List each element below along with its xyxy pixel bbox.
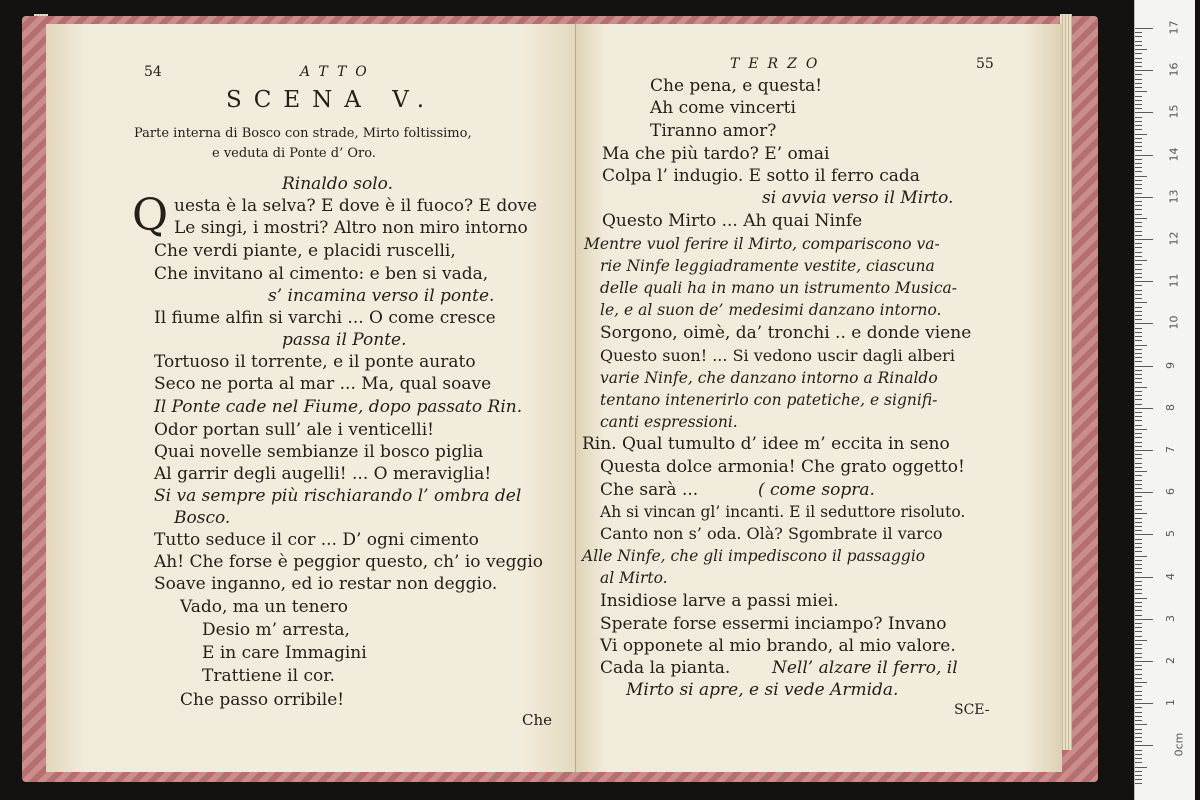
ruler-label: 3 [1164, 614, 1177, 622]
ruler-tick [1135, 235, 1142, 236]
stage-direction: Nell’ alzare il ferro, il [772, 658, 958, 678]
ruler-tick [1135, 762, 1142, 763]
stage-direction: si avvia verso il Mirto. [762, 188, 954, 208]
ruler-tick [1135, 87, 1142, 88]
ruler-tick [1135, 159, 1142, 160]
ruler-tick [1135, 416, 1142, 417]
ruler-tick [1135, 775, 1142, 776]
ruler-tick [1135, 564, 1142, 565]
ruler-tick [1135, 505, 1142, 506]
ruler-tick [1135, 62, 1142, 63]
ruler-tick [1135, 32, 1142, 33]
ruler-tick [1135, 138, 1142, 139]
left-page [46, 24, 576, 772]
ruler-tick [1135, 269, 1142, 270]
ruler-tick [1135, 560, 1142, 561]
ruler-tick [1135, 328, 1142, 329]
ruler-label: 6 [1164, 488, 1177, 496]
ruler-tick [1135, 125, 1142, 126]
ruler-tick [1135, 754, 1142, 755]
verse-line: Tutto seduce il cor ... D’ ogni cimento [154, 530, 479, 550]
ruler-tick [1135, 91, 1147, 92]
verse-line: Ah! Che forse è peggior questo, ch’ io veggio [154, 552, 544, 572]
ruler-tick [1135, 28, 1153, 29]
ruler-tick [1135, 475, 1142, 476]
ruler-tick [1135, 644, 1142, 645]
ruler-tick [1135, 585, 1142, 586]
stage-direction: varie Ninfe, che danzano intorno a Rinaldo [600, 369, 938, 387]
stage-direction: s’ incamina verso il ponte. [268, 286, 495, 306]
ruler-tick [1135, 41, 1142, 42]
verse-line: Questo Mirto ... Ah quai Ninfe [602, 211, 863, 231]
measurement-ruler [1134, 0, 1195, 800]
ruler-tick [1135, 467, 1142, 468]
ruler-tick [1135, 340, 1142, 341]
ruler-label: 2 [1164, 657, 1177, 664]
ruler-tick [1135, 218, 1147, 219]
verse-line: Che passo orribile! [180, 690, 345, 710]
ruler-tick [1135, 556, 1147, 557]
ruler-tick [1135, 703, 1153, 704]
ruler-tick [1135, 66, 1142, 67]
verse-line: Canto non s’ oda. Olà? Sgombrate il varco [600, 524, 943, 543]
ruler-label: 15 [1167, 104, 1181, 119]
ruler-tick [1135, 129, 1142, 130]
ruler-tick [1135, 657, 1142, 658]
page-number: 55 [976, 56, 994, 72]
ruler-tick [1135, 750, 1142, 751]
verse-line: Le singi, i mostri? Altro non miro intorno [174, 218, 528, 238]
verse-line: uesta è la selva? E dove è il fuoco? E dove [174, 196, 538, 216]
ruler-tick [1135, 610, 1142, 611]
ruler-tick [1135, 691, 1142, 692]
ruler-label: 1 [1164, 699, 1177, 707]
verse-line: E in care Immagini [202, 643, 367, 663]
ruler-label: 7 [1164, 446, 1177, 453]
ruler-tick [1135, 745, 1153, 746]
ruler-tick [1135, 353, 1142, 354]
ruler-tick [1135, 501, 1142, 502]
ruler-tick [1135, 395, 1142, 396]
ruler-tick [1135, 606, 1142, 607]
ruler-tick [1135, 513, 1147, 514]
ruler-tick [1135, 412, 1142, 413]
verse-line: Quai novelle sembianze il bosco piglia [154, 442, 484, 462]
ruler-tick [1135, 243, 1142, 244]
ruler-tick [1135, 155, 1153, 156]
ruler-tick [1135, 361, 1142, 362]
ruler-tick [1135, 720, 1142, 721]
ruler-tick [1135, 539, 1142, 540]
ruler-tick [1135, 112, 1153, 113]
ruler-label: 16 [1167, 62, 1181, 77]
drop-cap: Q [132, 190, 169, 241]
ruler-tick [1135, 302, 1147, 303]
verse-line: Soave inganno, ed io restar non deggio. [154, 574, 498, 594]
ruler-tick [1135, 551, 1142, 552]
ruler-tick [1135, 146, 1142, 147]
ruler-tick [1135, 446, 1142, 447]
ruler-tick [1135, 378, 1142, 379]
ruler-tick [1135, 150, 1142, 151]
ruler-tick [1135, 404, 1142, 405]
running-header: ATTO [300, 64, 376, 80]
verse-line: Il fiume alfin si varchi ... O come cresce [154, 308, 496, 328]
page-number: 54 [144, 64, 162, 80]
ruler-tick [1135, 163, 1142, 164]
ruler-tick [1135, 450, 1153, 451]
ruler-tick [1135, 442, 1142, 443]
ruler-tick [1135, 484, 1142, 485]
ruler-tick [1135, 53, 1142, 54]
ruler-label: 10 [1167, 315, 1181, 330]
ruler-tick [1135, 488, 1142, 489]
verse-line: Ma che più tardo? E’ omai [602, 144, 830, 164]
ruler-tick [1135, 665, 1142, 666]
ruler-tick [1135, 598, 1147, 599]
ruler-tick [1135, 429, 1147, 430]
ruler-tick [1135, 387, 1147, 388]
verse-line: Tortuoso il torrente, e il ponte aurato [154, 352, 476, 372]
verse-line: Cada la pianta. [600, 658, 731, 678]
ruler-tick [1135, 741, 1142, 742]
ruler-tick [1135, 669, 1142, 670]
ruler-label: 17 [1167, 20, 1181, 35]
ruler-tick [1135, 74, 1142, 75]
ruler-tick [1135, 201, 1142, 202]
verse-line: Seco ne porta al mar ... Ma, qual soave [154, 374, 492, 394]
ruler-tick [1135, 695, 1142, 696]
ruler-tick [1135, 167, 1142, 168]
ruler-tick [1135, 729, 1142, 730]
ruler-tick [1135, 197, 1153, 198]
ruler-tick [1135, 653, 1142, 654]
ruler-tick [1135, 783, 1142, 784]
verse-line: Ah come vincerti [650, 98, 796, 118]
ruler-label: 14 [1167, 147, 1181, 162]
ruler-tick [1135, 100, 1142, 101]
ruler-tick [1135, 534, 1153, 535]
verse-line: Rin. Qual tumulto d’ idee m’ eccita in seno [582, 434, 950, 454]
ruler-tick [1135, 572, 1142, 573]
verse-line: Sperate forse essermi inciampo? Invano [600, 614, 947, 634]
stage-direction: al Mirto. [600, 569, 668, 587]
verse-line: Che verdi piante, e placidi ruscelli, [154, 241, 456, 261]
stage-direction: Mentre vuol ferire il Mirto, compariscono va- [584, 235, 940, 253]
ruler-label: 12 [1167, 231, 1181, 246]
ruler-tick [1135, 239, 1153, 240]
verse-line: Tiranno amor? [650, 121, 777, 141]
ruler-tick [1135, 58, 1142, 59]
ruler-tick [1135, 332, 1142, 333]
verse-line: Sorgono, oimè, da’ tronchi .. e donde viene [600, 323, 972, 343]
catchword: SCE- [954, 702, 990, 718]
ruler-tick [1135, 437, 1142, 438]
ruler-tick [1135, 699, 1142, 700]
ruler-tick [1135, 526, 1142, 527]
ruler-tick [1135, 209, 1142, 210]
ruler-tick [1135, 231, 1142, 232]
verse-line: Insidiose larve a passi miei. [600, 591, 839, 611]
verse-line: Che invitano al cimento: e ben si vada, [154, 264, 489, 284]
catchword: Che [522, 711, 553, 729]
ruler-tick [1135, 70, 1153, 71]
ruler-tick [1135, 631, 1142, 632]
ruler-tick [1135, 180, 1142, 181]
ruler-label: 4 [1164, 572, 1177, 580]
ruler-tick [1135, 433, 1142, 434]
verse-line: Questa dolce armonia! Che grato oggetto! [600, 457, 965, 477]
ruler-tick [1135, 264, 1142, 265]
ruler-tick [1135, 733, 1142, 734]
ruler-label: 13 [1167, 189, 1181, 204]
ruler-tick [1135, 184, 1142, 185]
ruler-tick [1135, 142, 1142, 143]
ruler-tick [1135, 640, 1147, 641]
verse-line: Che sarà ... [600, 480, 699, 500]
stage-direction: le, e al suon de’ medesimi danzano intorno. [600, 301, 942, 319]
ruler-tick [1135, 518, 1142, 519]
ruler-tick [1135, 222, 1142, 223]
ruler-tick [1135, 277, 1142, 278]
stage-direction: Alle Ninfe, che gli impediscono il passaggio [582, 547, 926, 565]
ruler-tick [1135, 480, 1142, 481]
ruler-tick [1135, 522, 1142, 523]
ruler-label: 11 [1167, 273, 1181, 288]
ruler-tick [1135, 319, 1142, 320]
ruler-tick [1135, 758, 1142, 759]
ruler-tick [1135, 420, 1142, 421]
verse-line: Vi opponete al mio brando, al mio valore. [600, 636, 956, 656]
ruler-tick [1135, 188, 1142, 189]
ruler-tick [1135, 674, 1142, 675]
verse-line: Desio m’ arresta, [202, 620, 350, 640]
ruler-tick [1135, 45, 1142, 46]
ruler-tick [1135, 256, 1142, 257]
ruler-tick [1135, 543, 1142, 544]
ruler-tick [1135, 602, 1142, 603]
verse-line: Ah si vincan gl’ incanti. E il seduttore risoluto. [600, 503, 966, 521]
ruler-tick [1135, 615, 1142, 616]
ruler-tick [1135, 712, 1142, 713]
ruler-tick [1135, 79, 1142, 80]
scene-title: SCENA V. [226, 87, 437, 113]
ruler-tick [1135, 108, 1142, 109]
ruler-tick [1135, 176, 1147, 177]
ruler-tick [1135, 290, 1142, 291]
ruler-label: 0cm [1172, 733, 1186, 757]
ruler-tick [1135, 661, 1153, 662]
stage-direction: Si va sempre più rischiarando l’ ombra del [154, 486, 522, 506]
ruler-tick [1135, 307, 1142, 308]
ruler-tick [1135, 771, 1142, 772]
ruler-tick [1135, 104, 1142, 105]
ruler-tick [1135, 193, 1142, 194]
ruler-tick [1135, 49, 1147, 50]
ruler-tick [1135, 682, 1147, 683]
ruler-tick [1135, 96, 1142, 97]
ruler-tick [1135, 357, 1142, 358]
running-header: TERZO [730, 56, 827, 72]
ruler-tick [1135, 117, 1142, 118]
ruler-tick [1135, 285, 1142, 286]
stage-direction: Mirto si apre, e si vede Armida. [626, 680, 899, 700]
ruler-tick [1135, 252, 1142, 253]
ruler-tick [1135, 686, 1142, 687]
ruler-tick [1135, 349, 1142, 350]
ruler-tick [1135, 315, 1142, 316]
ruler-tick [1135, 492, 1153, 493]
ruler-tick [1135, 399, 1142, 400]
ruler-tick [1135, 593, 1142, 594]
ruler-tick [1135, 779, 1142, 780]
stage-direction: canti espressioni. [600, 413, 738, 431]
verse-line: Odor portan sull’ ale i venticelli! [154, 420, 434, 440]
ruler-tick [1135, 589, 1142, 590]
ruler-tick [1135, 311, 1142, 312]
ruler-tick [1135, 648, 1142, 649]
ruler-tick [1135, 214, 1142, 215]
ruler-tick [1135, 767, 1147, 768]
ruler-tick [1135, 281, 1153, 282]
ruler-tick [1135, 336, 1142, 337]
ruler-label: 8 [1164, 403, 1177, 411]
verse-line: Trattiene il cor. [202, 666, 335, 686]
ruler-tick [1135, 463, 1142, 464]
ruler-tick [1135, 298, 1142, 299]
ruler-tick [1135, 707, 1142, 708]
ruler-tick [1135, 425, 1142, 426]
stage-direction: Bosco. [174, 508, 231, 528]
ruler-label: 9 [1164, 361, 1177, 369]
ruler-tick [1135, 619, 1153, 620]
ruler-tick [1135, 247, 1142, 248]
ruler-tick [1135, 36, 1142, 37]
verse-line: Questo suon! ... Si vedono uscir dagli alberi [600, 346, 955, 365]
verse-line: Che pena, e questa! [650, 76, 823, 96]
ruler-tick [1135, 323, 1153, 324]
ruler-tick [1135, 294, 1142, 295]
ruler-tick [1135, 458, 1142, 459]
verse-line: Vado, ma un tenero [180, 597, 348, 617]
verse-line: Colpa l’ indugio. E sotto il ferro cada [602, 166, 920, 186]
ruler-label: 5 [1164, 530, 1177, 538]
ruler-tick [1135, 678, 1142, 679]
ruler-tick [1135, 83, 1142, 84]
ruler-tick [1135, 226, 1142, 227]
ruler-tick [1135, 627, 1142, 628]
stage-direction: delle quali ha in mano un istrumento Musica- [600, 279, 957, 297]
stage-direction: rie Ninfe leggiadramente vestite, ciascuna [600, 257, 935, 275]
stage-direction: passa il Ponte. [282, 330, 407, 350]
verse-line: Al garrir degli augelli! ... O meraviglia! [154, 464, 492, 484]
ruler-tick [1135, 577, 1153, 578]
stage-setting-line: Parte interna di Bosco con strade, Mirto foltissimo, [134, 126, 472, 141]
ruler-tick [1135, 205, 1142, 206]
ruler-tick [1135, 260, 1147, 261]
ruler-tick [1135, 547, 1142, 548]
ruler-tick [1135, 391, 1142, 392]
stage-direction: tentano intenerirlo con patetiche, e signifi- [600, 391, 938, 409]
ruler-tick [1135, 366, 1153, 367]
ruler-tick [1135, 737, 1142, 738]
ruler-tick [1135, 471, 1147, 472]
speaker-line: Rinaldo solo. [282, 174, 394, 194]
stage-direction: Il Ponte cade nel Fiume, dopo passato Rin. [154, 397, 523, 417]
right-page [576, 24, 1062, 772]
ruler-tick [1135, 121, 1142, 122]
stage-setting-line: e veduta di Ponte d’ Oro. [212, 146, 376, 161]
ruler-tick [1135, 530, 1142, 531]
ruler-tick [1135, 370, 1142, 371]
ruler-tick [1135, 568, 1142, 569]
ruler-tick [1135, 345, 1147, 346]
ruler-tick [1135, 408, 1153, 409]
stage-direction: ( come sopra. [758, 480, 875, 500]
ruler-tick [1135, 374, 1142, 375]
ruler-tick [1135, 509, 1142, 510]
ruler-tick [1135, 716, 1142, 717]
ruler-tick [1135, 496, 1142, 497]
ruler-tick [1135, 382, 1142, 383]
ruler-tick [1135, 171, 1142, 172]
ruler-tick [1135, 636, 1142, 637]
ruler-tick [1135, 454, 1142, 455]
ruler-tick [1135, 134, 1147, 135]
ruler-tick [1135, 273, 1142, 274]
ruler-tick [1135, 623, 1142, 624]
ruler-tick [1135, 724, 1147, 725]
ruler-tick [1135, 581, 1142, 582]
